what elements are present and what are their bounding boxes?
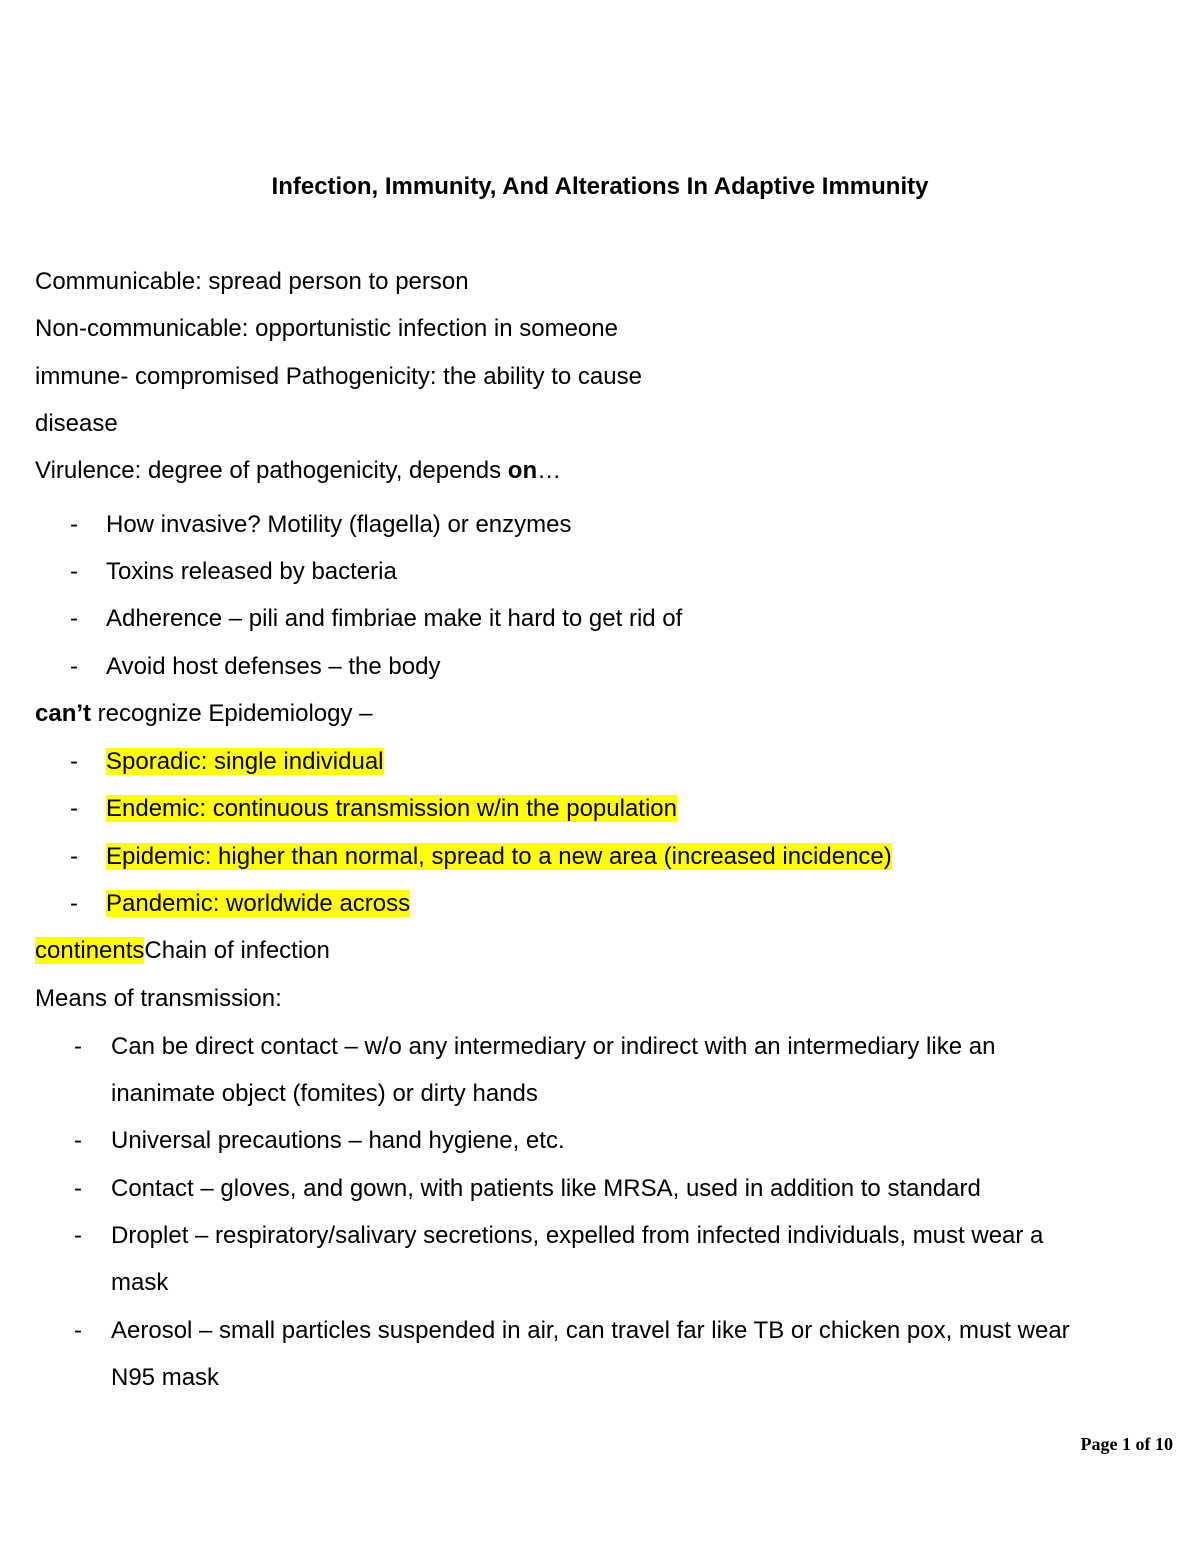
highlighted-text: Sporadic: single individual bbox=[106, 748, 384, 775]
bullet-dash: - bbox=[74, 1033, 82, 1060]
bullet-dash: - bbox=[70, 511, 78, 538]
list-item bbox=[106, 889, 410, 919]
communicable-line: Communicable: spread person to person bbox=[35, 268, 469, 295]
virulence-on: on bbox=[507, 457, 538, 484]
highlighted-text: Endemic: continuous transmission w/in the population bbox=[106, 795, 677, 822]
bullet-dash: - bbox=[70, 558, 78, 585]
highlighted-text: continents bbox=[35, 937, 145, 964]
page-number: Page 1 of 10 bbox=[1080, 1434, 1173, 1454]
chain-of-infection-text: Chain of infection bbox=[144, 937, 330, 964]
virulence-line bbox=[35, 456, 561, 486]
bullet-dash: - bbox=[70, 653, 78, 680]
list-item-continuation: inanimate object (fomites) or dirty hands bbox=[111, 1080, 538, 1107]
continents-line bbox=[35, 936, 330, 966]
disease-line: disease bbox=[35, 410, 118, 437]
list-item: Adherence – pili and fimbriae make it hard to get rid of bbox=[106, 605, 683, 632]
list-item: Droplet – respiratory/salivary secretions, expelled from infected individuals, must wear a bbox=[111, 1222, 1044, 1249]
list-item: Can be direct contact – w/o any intermediary or indirect with an intermediary like an bbox=[111, 1033, 996, 1060]
cant-bold: can’t bbox=[35, 700, 92, 727]
bullet-dash: - bbox=[70, 843, 78, 870]
bullet-dash: - bbox=[70, 605, 78, 632]
cant-recognize-line bbox=[35, 699, 373, 729]
list-item: Aerosol – small particles suspended in air, can travel far like TB or chicken pox, must wear bbox=[111, 1317, 1070, 1344]
bullet-dash: - bbox=[74, 1175, 82, 1202]
highlighted-text: Pandemic: worldwide across bbox=[106, 890, 411, 917]
document-title: Infection, Immunity, And Alterations In Adaptive Immunity bbox=[271, 173, 929, 200]
list-item bbox=[106, 842, 892, 872]
list-item: Avoid host defenses – the body bbox=[106, 653, 441, 680]
means-heading: Means of transmission: bbox=[35, 985, 282, 1012]
highlighted-text: Epidemic: higher than normal, spread to a new area (increased incidence) bbox=[106, 843, 892, 870]
list-item: Contact – gloves, and gown, with patients like MRSA, used in addition to standard bbox=[111, 1175, 981, 1202]
list-item: Toxins released by bacteria bbox=[106, 558, 397, 585]
list-item-continuation: mask bbox=[111, 1269, 169, 1296]
list-item: How invasive? Motility (flagella) or enzymes bbox=[106, 511, 572, 538]
bullet-dash: - bbox=[70, 890, 78, 917]
cant-rest: recognize Epidemiology – bbox=[91, 700, 373, 727]
list-item-continuation: N95 mask bbox=[111, 1364, 220, 1391]
list-item bbox=[106, 747, 384, 777]
list-item: Universal precautions – hand hygiene, etc. bbox=[111, 1127, 565, 1154]
virulence-ellipsis: … bbox=[537, 457, 562, 484]
bullet-dash: - bbox=[74, 1317, 82, 1344]
bullet-dash: - bbox=[74, 1127, 82, 1154]
bullet-dash: - bbox=[74, 1222, 82, 1249]
list-item bbox=[106, 794, 677, 824]
immune-compromised-line: immune- compromised Pathogenicity: the ability to cause bbox=[35, 363, 642, 390]
virulence-text: Virulence: degree of pathogenicity, depends bbox=[35, 457, 508, 484]
non-communicable-line: Non-communicable: opportunistic infection in someone bbox=[35, 315, 618, 342]
bullet-dash: - bbox=[70, 748, 78, 775]
bullet-dash: - bbox=[70, 795, 78, 822]
